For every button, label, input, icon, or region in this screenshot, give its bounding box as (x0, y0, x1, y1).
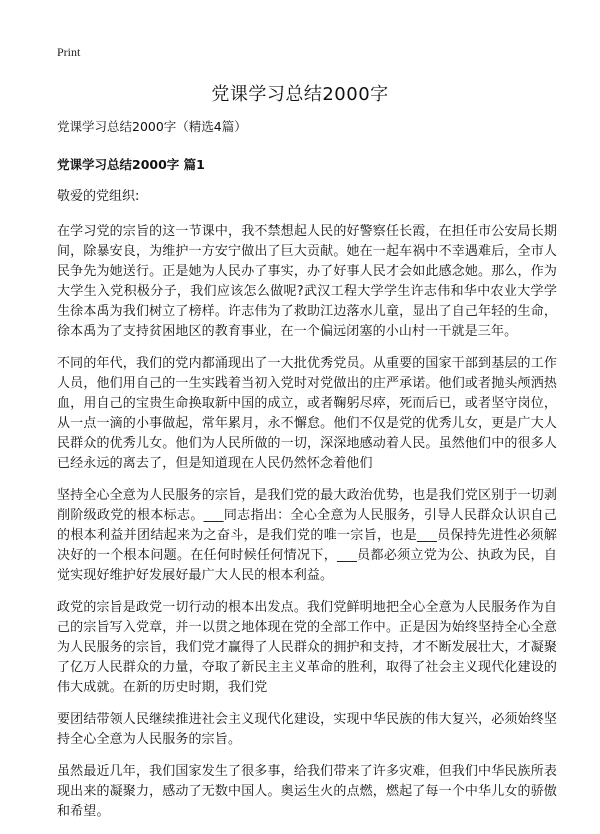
section-heading: 党课学习总结2000字 篇1 (57, 157, 205, 172)
document-body (57, 118, 557, 834)
paragraph-4: 政党的宗旨是政党一切行动的根本出发点。我们党鲜明地把全心全意为人民服务作为自己的宗旨写入党章，并一以贯之地体现在党的全部工作中。正是因为始终坚持全心全意为人民服务的宗旨，我们党才赢得了人民群众的拥护和支持，才不断发展壮大，才凝聚了亿万人民群众的力量，夺取了新民主主义革命的胜利，取得了社会主义现代化建设的伟大成就。在新的历史时期，我们党 (57, 600, 557, 695)
print-link[interactable]: Print (57, 45, 81, 59)
paragraph-1: 在学习党的宗旨的这一节课中，我不禁想起人民的好警察任长霞，在担任市公安局长期间，除暴安良，为维护一方安宁做出了巨大贡献。她在一起车祸中不幸遇难后，全市人民争先为她送行。正是她为人民办了事实，办了好事人民才会如此感念她。那么，作为大学生入党积极分子，我们应该怎么做呢?武汉工程大学学生许志伟和华中农业大学学生徐本禹为我们树立了榜样。许志伟为了救助江边落水儿童，显出了自己年轻的生命，徐本禹为了支持贫困地区的教育事业，在一个偏远闭塞的小山村一干就是三年。 (57, 224, 557, 339)
paragraph-5: 要团结带领人民继续推进社会主义现代化建设，实现中华民族的伟大复兴，必须始终坚持全心全意为人民服务的宗旨。 (57, 712, 557, 747)
document-title: 党课学习总结2000字 (211, 84, 389, 105)
document-subtitle: 党课学习总结2000字（精选4篇） (57, 119, 247, 134)
paragraph-6: 虽然最近几年，我们国家发生了很多事，给我们带来了许多灾难，但我们中华民族所表现出来的凝聚力，感动了无数中国人。奥运生火的点燃，燃起了每一个中华儿女的骄傲和希望。 (57, 764, 557, 819)
paragraph-2: 不同的年代，我们的党内都涌现出了一大批优秀党员。从重要的国家干部到基层的工作人员，他们用自己的一生实践着当初入党时对党做出的庄严承诺。他们或者抛头颅洒热血，用自己的宝贵生命换取新中国的成立，或者鞠躬尽瘁，死而后已，或者坚守岗位，从一点一滴的小事做起，常年累月，永不懈怠。他们不仅是党的优秀儿女，更是广大人民群众的优秀儿女。他们为人民所做的一切，深深地感动着人民。虽然他们中的很多人已经永远的离去了，但是知道现在人民仍然怀念着他们 (57, 356, 557, 471)
salutation: 敬爱的党组织: (57, 189, 140, 204)
paragraph-3: 坚持全心全意为人民服务的宗旨，是我们党的最大政治优势，也是我们党区别于一切剥削阶级政党的根本标志。___同志指出：全心全意为人民服务，引导人民群众认识自己的根本利益并团结起来为之奋斗，是我们党的唯一宗旨，也是___员保持先进性必须解决好的一个根本问题。在任何时候任何情况下，___员都必须立党为公、执政为民，自觉实现好维护好发展好最广大人民的根本利益。 (57, 488, 557, 583)
